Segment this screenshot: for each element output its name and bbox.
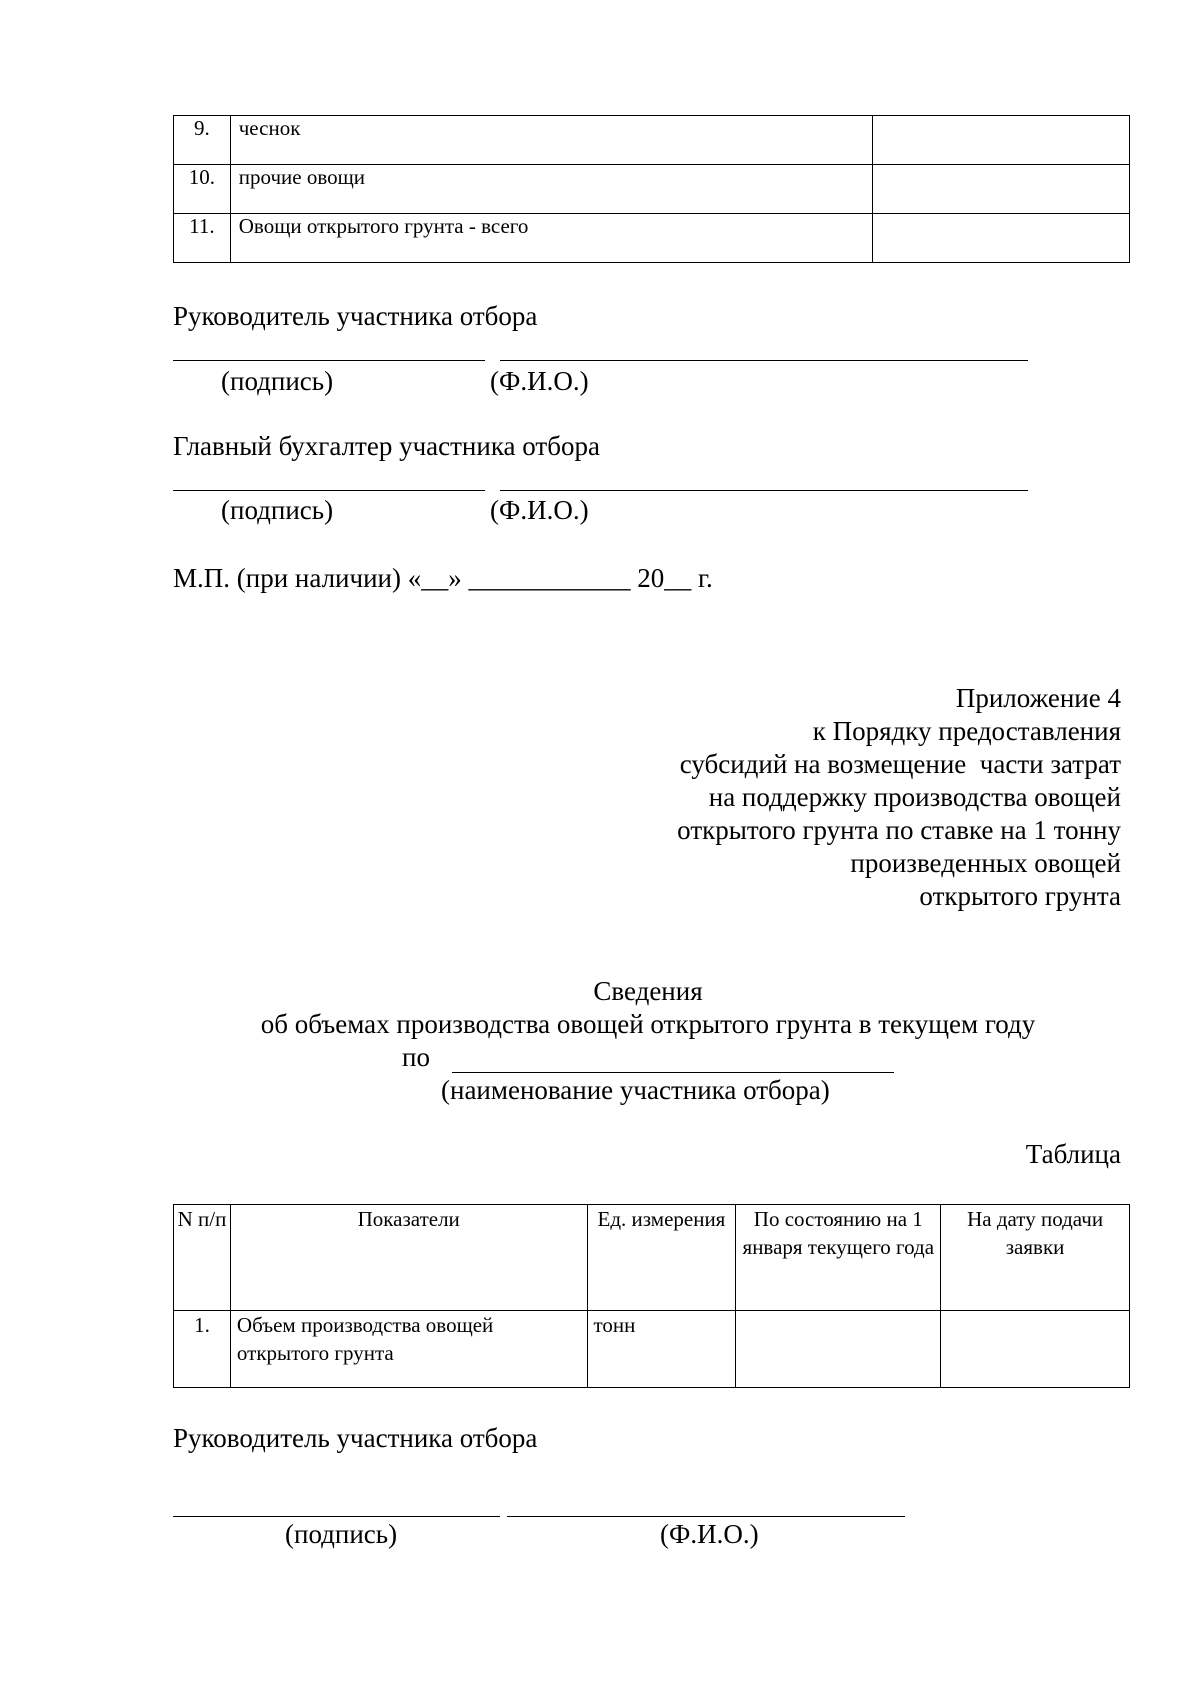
name-caption: (Ф.И.О.): [660, 1519, 759, 1549]
row-value: [873, 214, 1130, 263]
appendix-line: открытого грунта: [919, 881, 1121, 911]
row-number: 10.: [174, 165, 231, 214]
row-indicator: Объем производства овощей открытого грунта: [230, 1311, 587, 1388]
header-jan1: По состоянию на 1 января текущего года: [736, 1205, 941, 1311]
header-unit: Ед. измерения: [587, 1205, 736, 1311]
row-name: Овощи открытого грунта - всего: [230, 214, 872, 263]
row-name: прочие овощи: [230, 165, 872, 214]
head-signature-title: Руководитель участника отбора: [173, 301, 538, 331]
row-value: [873, 165, 1130, 214]
table-row: [174, 165, 1130, 214]
table-label: Таблица: [1025, 1139, 1121, 1169]
name-caption: (Ф.И.О.): [490, 495, 589, 525]
appendix-line: субсидий на возмещение части затрат: [679, 749, 1121, 779]
name-line: [500, 490, 1028, 491]
name-caption: (Ф.И.О.): [490, 366, 589, 396]
appendix-header: [677, 682, 1121, 913]
signature-line: [173, 360, 485, 361]
participant-name-line: [452, 1072, 894, 1073]
table-row: [174, 116, 1130, 165]
appendix-line: открытого грунта по ставке на 1 тонну: [677, 815, 1121, 845]
row-submission: [941, 1311, 1130, 1388]
table-header-row: [174, 1205, 1130, 1311]
po-prefix: по: [402, 1042, 430, 1072]
document-subtitle: об объемах производства овощей открытого грунта в текущем году: [260, 1009, 1036, 1039]
production-volume-table: [173, 1204, 1130, 1388]
row-number: 11.: [174, 214, 231, 263]
row-jan1: [736, 1311, 941, 1388]
signature-line: [173, 1516, 500, 1517]
signature-line: [173, 490, 485, 491]
header-num: N п/п: [174, 1205, 231, 1311]
table-row: [174, 214, 1130, 263]
name-line: [507, 1516, 905, 1517]
vegetables-table: [173, 115, 1130, 263]
name-line: [500, 360, 1028, 361]
row-number: 9.: [174, 116, 231, 165]
row-unit: тонн: [587, 1311, 736, 1388]
document-title: Сведения: [593, 976, 703, 1006]
participant-name-caption: (наименование участника отбора): [441, 1075, 830, 1105]
head-signature-title: Руководитель участника отбора: [173, 1423, 538, 1453]
signature-caption: (подпись): [221, 366, 334, 396]
row-number: 1.: [174, 1311, 231, 1388]
row-name: чеснок: [230, 116, 872, 165]
appendix-line: Приложение 4: [955, 683, 1121, 713]
signature-caption: (подпись): [285, 1519, 398, 1549]
appendix-line: на поддержку производства овощей: [708, 782, 1121, 812]
stamp-date-line: М.П. (при наличии) «__» ____________ 20__ г.: [173, 563, 713, 593]
table-row: [174, 1311, 1130, 1388]
accountant-signature-title: Главный бухгалтер участника отбора: [173, 431, 600, 461]
signature-caption: (подпись): [221, 495, 334, 525]
row-value: [873, 116, 1130, 165]
appendix-line: произведенных овощей: [850, 848, 1121, 878]
header-submission: На дату подачи заявки: [941, 1205, 1130, 1311]
header-indicator: Показатели: [230, 1205, 587, 1311]
appendix-line: к Порядку предоставления: [812, 716, 1121, 746]
